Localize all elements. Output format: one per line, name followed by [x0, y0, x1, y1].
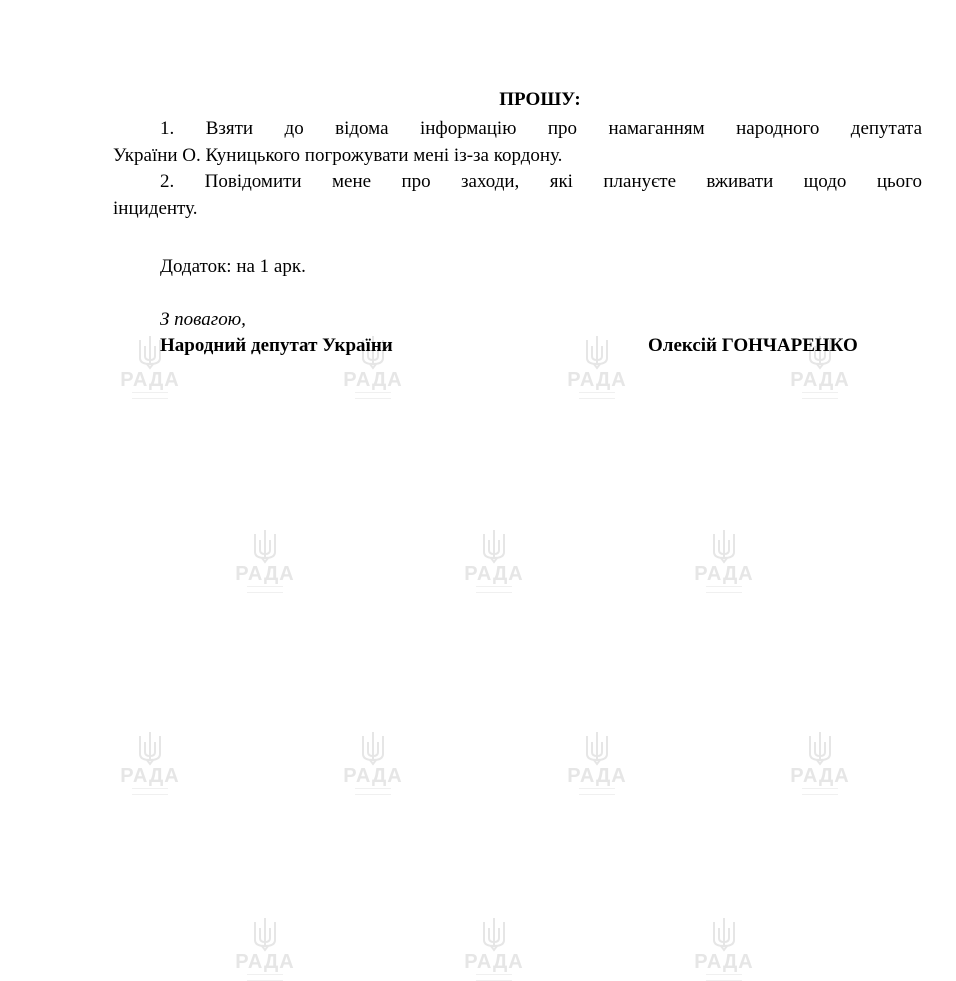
watermark — [454, 528, 534, 593]
watermark-subtext — [355, 392, 391, 399]
watermark-text: РАДА — [694, 563, 754, 585]
watermark-text: РАДА — [235, 563, 295, 585]
watermark-text: РАДА — [567, 765, 627, 787]
watermark-text: РАДА — [120, 369, 180, 391]
signer-title: Народний депутат України — [160, 335, 393, 356]
watermark-subtext — [579, 392, 615, 399]
trident-icon — [711, 916, 737, 952]
watermark — [110, 730, 190, 795]
attachment-note: Додаток: на 1 арк. — [160, 256, 306, 277]
watermark — [557, 730, 637, 795]
watermark-subtext — [706, 974, 742, 981]
watermark-subtext — [579, 788, 615, 795]
watermark — [225, 916, 305, 981]
watermark-text: РАДА — [464, 563, 524, 585]
watermark — [684, 916, 764, 981]
closing: З повагою, — [160, 309, 246, 330]
watermark-subtext — [132, 392, 168, 399]
watermark — [684, 528, 764, 593]
watermark-subtext — [706, 586, 742, 593]
trident-icon — [137, 730, 163, 766]
trident-icon — [807, 730, 833, 766]
watermark-text: РАДА — [464, 951, 524, 973]
watermark-subtext — [247, 974, 283, 981]
watermark-text: РАДА — [567, 369, 627, 391]
request-list — [113, 116, 922, 222]
request-heading: ПРОШУ: — [499, 89, 581, 110]
watermark-text: РАДА — [790, 765, 850, 787]
watermark-subtext — [802, 788, 838, 795]
watermark-subtext — [476, 974, 512, 981]
watermark — [454, 916, 534, 981]
signer-name: Олексій ГОНЧАРЕНКО — [648, 335, 858, 356]
watermark — [557, 334, 637, 399]
watermark-subtext — [247, 586, 283, 593]
trident-icon — [584, 730, 610, 766]
watermark-subtext — [802, 392, 838, 399]
watermark — [780, 730, 860, 795]
watermark-text: РАДА — [790, 369, 850, 391]
item-1-line-2: України О. Куницького погрожувати мені із-за кордону. — [113, 144, 563, 166]
trident-icon — [481, 916, 507, 952]
trident-icon — [252, 528, 278, 564]
watermark-subtext — [355, 788, 391, 795]
watermark-text: РАДА — [235, 951, 295, 973]
trident-icon — [584, 334, 610, 370]
watermark-subtext — [476, 586, 512, 593]
watermark-text: РАДА — [343, 369, 403, 391]
watermark — [225, 528, 305, 593]
watermark-subtext — [132, 788, 168, 795]
trident-icon — [711, 528, 737, 564]
watermark — [333, 730, 413, 795]
item-2-line-1: 2. Повідомити мене про заходи, які плануєте вживати щодо цього — [160, 171, 922, 192]
watermark-text: РАДА — [343, 765, 403, 787]
trident-icon — [252, 916, 278, 952]
item-2-line-2: інциденту. — [113, 197, 198, 219]
item-1-line-1: 1. Взяти до відома інформацію про намаганням народного депутата — [160, 118, 922, 139]
trident-icon — [481, 528, 507, 564]
watermark-text: РАДА — [694, 951, 754, 973]
watermark-text: РАДА — [120, 765, 180, 787]
trident-icon — [360, 730, 386, 766]
